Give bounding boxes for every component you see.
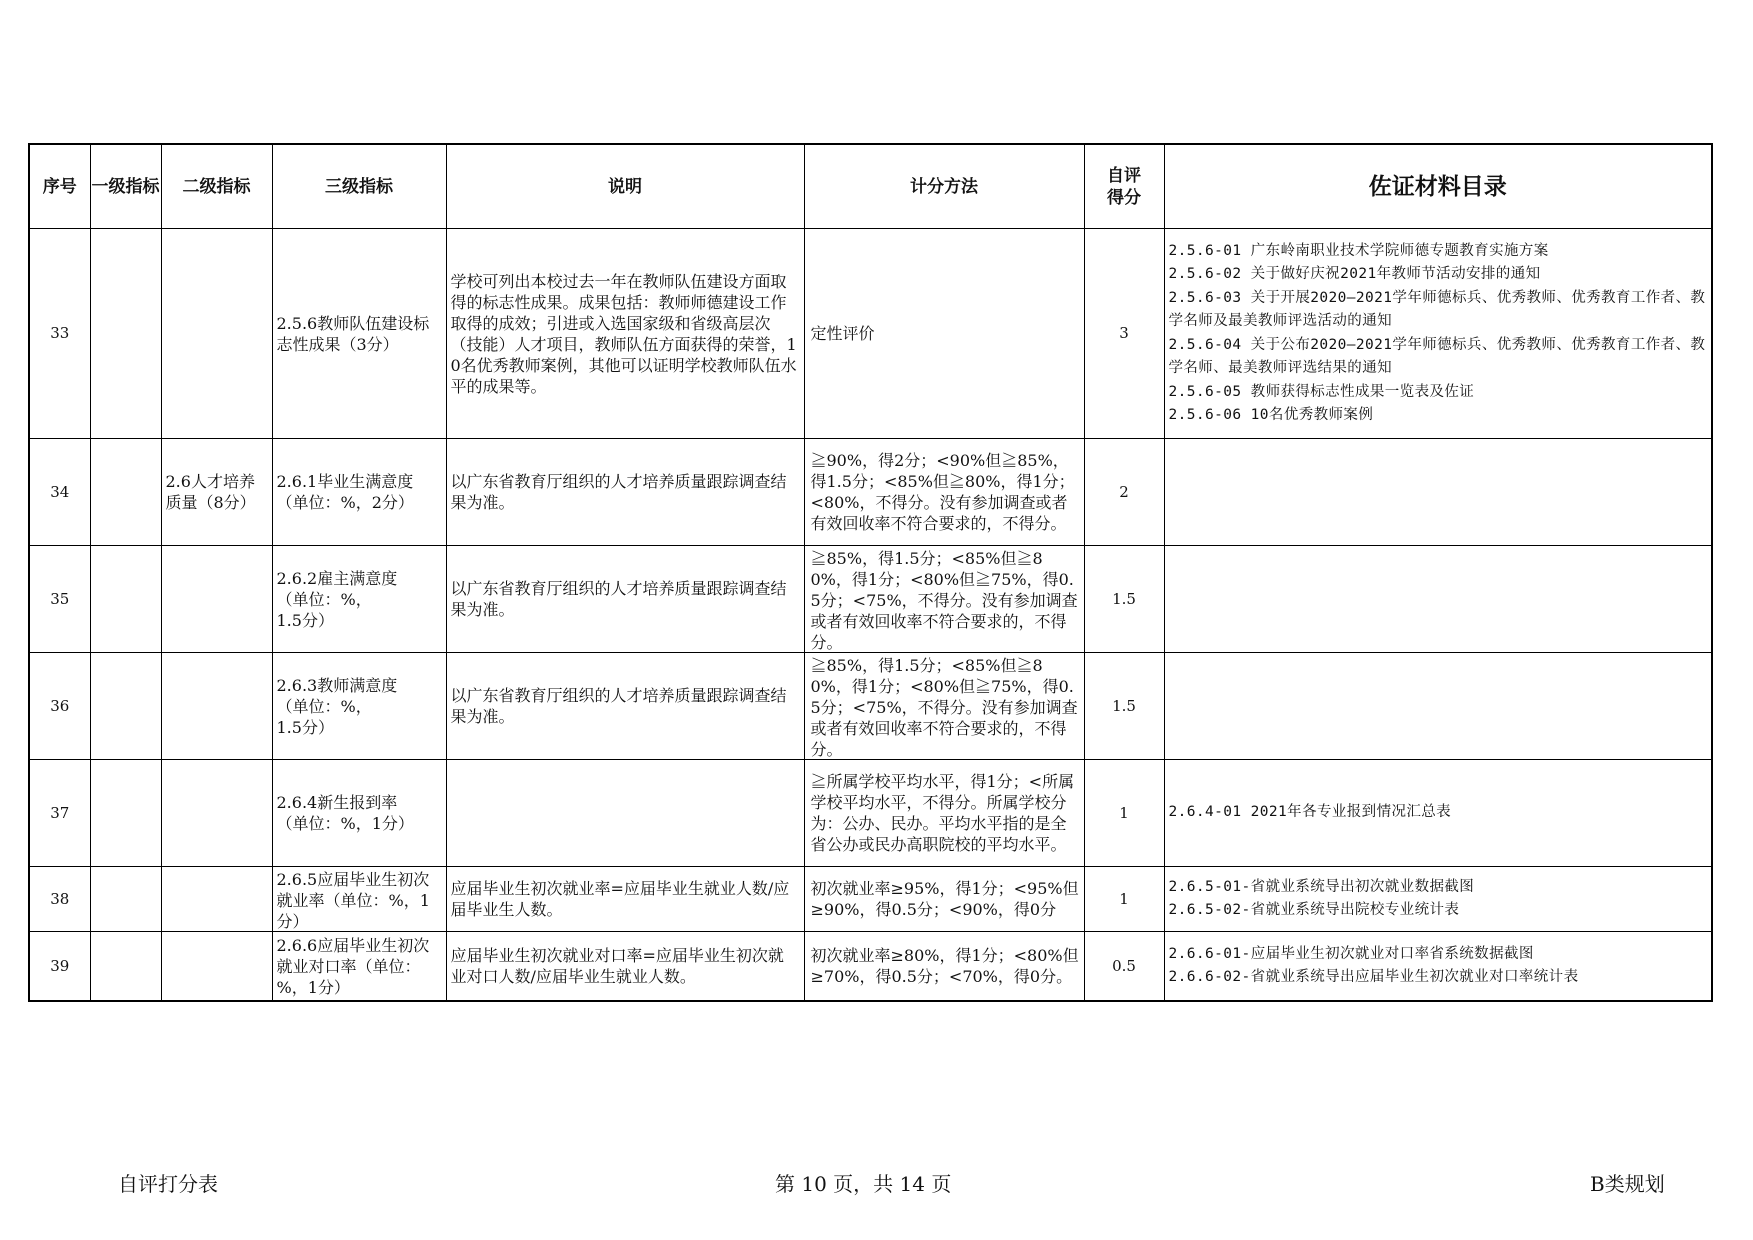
seq-cell-text: 39 — [50, 956, 70, 975]
level3-cell-text: 2.6.5应届毕业生初次就业率（单位：%，1分） — [276, 869, 430, 930]
self-score-cell — [1084, 932, 1164, 1002]
self-score-cell-text: 1 — [1119, 889, 1129, 908]
footer-page-number: 第 10 页，共 14 页 — [775, 1172, 952, 1196]
table-row — [29, 760, 1712, 867]
header-scoring: 计分方法 — [804, 144, 1084, 229]
level3-cell — [272, 653, 446, 760]
evidence-cell — [1164, 546, 1712, 653]
header-row — [29, 144, 1712, 229]
table-row — [29, 867, 1712, 932]
seq-cell — [29, 546, 90, 653]
evidence-cell — [1164, 229, 1712, 439]
scoring-cell — [804, 439, 1084, 546]
description-cell-text: 学校可列出本校过去一年在教师队伍建设方面取得的标志性成果。成果包括：教师师德建设工作取得的成效；引进或入选国家级和省级高层次（技能）人才项目，教师队伍方面获得的荣誉，10名优秀教师案例，其他可以证明学校教师队伍水平的成果等。 — [450, 271, 797, 396]
evidence-cell-text: 2.5.6-01 广东岭南职业技术学院师德专题教育实施方案 2.5.6-02 关于做好庆祝2021年教师节活动安排的通知 2.5.6-03 关于开展2020—2021学年师德标兵、优秀教师、优秀教育工作者、教学名师及最美教师评选活动的通知 2.5.6-04 关于公布2020—2021学年师德标兵、优秀教师、优秀教育工作者、教学名师、最美教师评选结果的通知 2.5.6-05 教师获得标志性成果一览表及佐证 2.5.6-06 10名优秀教师案例 — [1168, 242, 1706, 423]
level3-cell — [272, 932, 446, 1002]
self-score-cell — [1084, 760, 1164, 867]
table-row — [29, 439, 1712, 546]
level1-cell — [90, 439, 161, 546]
table-row — [29, 932, 1712, 1002]
header-seq: 序号 — [29, 144, 90, 229]
level1-cell — [90, 653, 161, 760]
self-score-cell — [1084, 653, 1164, 760]
seq-cell-text: 38 — [50, 889, 70, 908]
evidence-cell — [1164, 867, 1712, 932]
seq-cell — [29, 229, 90, 439]
self-score-cell — [1084, 439, 1164, 546]
scoring-cell-text: ≧85%，得1.5分；<85%但≧80%，得1分；<80%但≧75%，得0.5分；<75%，不得分。没有参加调查或者有效回收率不符合要求的，不得分。 — [810, 548, 1078, 651]
description-cell — [446, 229, 804, 439]
description-cell — [446, 653, 804, 760]
level2-cell — [161, 546, 272, 653]
seq-cell-text: 33 — [50, 324, 70, 342]
level1-cell — [90, 932, 161, 1002]
seq-cell — [29, 932, 90, 1002]
scoring-cell-text: ≧所属学校平均水平，得1分；<所属学校平均水平，不得分。所属学校分为：公办、民办。平均水平指的是全省公办或民办高职院校的平均水平。 — [810, 772, 1075, 854]
evidence-cell — [1164, 932, 1712, 1002]
seq-cell-text: 34 — [50, 482, 70, 501]
level2-cell — [161, 760, 272, 867]
self-score-cell — [1084, 229, 1164, 439]
scoring-cell-text: 初次就业率≥95%，得1分；<95%但≥90%，得0.5分；<90%，得0分 — [810, 879, 1079, 919]
self-score-cell-text: 1.5 — [1112, 589, 1136, 608]
evidence-cell-text: 2.6.5-01-省就业系统导出初次就业数据截图 2.6.5-02-省就业系统导出院校专业统计表 — [1168, 878, 1475, 918]
header-level2: 二级指标 — [161, 144, 272, 229]
footer-left: 自评打分表 — [118, 1172, 218, 1196]
self-score-cell-text: 3 — [1119, 324, 1129, 342]
self-score-cell-text: 1.5 — [1112, 696, 1136, 715]
level3-cell-text: 2.6.6应届毕业生初次就业对口率（单位：%，1分） — [276, 935, 430, 997]
header-description: 说明 — [446, 144, 804, 229]
description-cell-text: 应届毕业生初次就业率=应届毕业生就业人数/应届毕业生人数。 — [450, 879, 790, 919]
table-row — [29, 229, 1712, 439]
header-level3: 三级指标 — [272, 144, 446, 229]
table-row — [29, 546, 1712, 653]
seq-cell-text: 37 — [50, 803, 70, 822]
description-cell-text: 以广东省教育厅组织的人才培养质量跟踪调查结果为准。 — [450, 686, 787, 726]
self-score-cell-text: 0.5 — [1112, 956, 1136, 975]
score-table — [28, 143, 1713, 1002]
evidence-cell-text: 2.6.6-01-应届毕业生初次就业对口率省系统数据截图 2.6.6-02-省就业系统导出应届毕业生初次就业对口率统计表 — [1168, 945, 1579, 985]
level2-cell-text: 2.6人才培养质量（8分） — [165, 472, 256, 512]
evidence-cell — [1164, 653, 1712, 760]
scoring-cell-text: ≧90%，得2分；<90%但≧85%，得1.5分；<85%但≧80%，得1分；<80%，不得分。没有参加调查或者有效回收率不符合要求的，不得分。 — [810, 451, 1075, 533]
description-cell — [446, 439, 804, 546]
header-self-score: 自评 得分 — [1084, 144, 1164, 229]
seq-cell-text: 35 — [50, 589, 70, 608]
description-cell — [446, 760, 804, 867]
level2-cell — [161, 439, 272, 546]
seq-cell-text: 36 — [50, 696, 70, 715]
description-cell-text: 应届毕业生初次就业对口率=应届毕业生初次就业对口人数/应届毕业生就业人数。 — [450, 946, 784, 986]
level1-cell — [90, 867, 161, 932]
level2-cell — [161, 932, 272, 1002]
level3-cell-text: 2.5.6教师队伍建设标志性成果（3分） — [276, 313, 430, 354]
seq-cell — [29, 439, 90, 546]
scoring-cell — [804, 546, 1084, 653]
level2-cell — [161, 229, 272, 439]
evidence-cell-text: 2.6.4-01 2021年各专业报到情况汇总表 — [1168, 804, 1452, 821]
scoring-cell-text: 初次就业率≥80%，得1分；<80%但≥70%，得0.5分；<70%，得0分。 — [810, 946, 1079, 986]
level2-cell — [161, 867, 272, 932]
scoring-cell — [804, 867, 1084, 932]
scoring-cell — [804, 229, 1084, 439]
seq-cell — [29, 653, 90, 760]
description-cell — [446, 932, 804, 1002]
table-row — [29, 653, 1712, 760]
scoring-cell-text: ≧85%，得1.5分；<85%但≧80%，得1分；<80%但≧75%，得0.5分；<75%，不得分。没有参加调查或者有效回收率不符合要求的，不得分。 — [810, 655, 1078, 758]
scoring-cell — [804, 760, 1084, 867]
level1-cell — [90, 760, 161, 867]
scoring-cell-text: 定性评价 — [810, 324, 875, 343]
scoring-cell — [804, 932, 1084, 1002]
level3-cell — [272, 546, 446, 653]
level3-cell-text: 2.6.3教师满意度 （单位：%， 1.5分） — [276, 675, 398, 737]
level3-cell — [272, 439, 446, 546]
description-cell-text: 以广东省教育厅组织的人才培养质量跟踪调查结果为准。 — [450, 579, 787, 619]
level1-cell — [90, 229, 161, 439]
description-cell-text: 以广东省教育厅组织的人才培养质量跟踪调查结果为准。 — [450, 472, 787, 512]
scoring-cell — [804, 653, 1084, 760]
seq-cell — [29, 760, 90, 867]
description-cell — [446, 867, 804, 932]
header-level1: 一级指标 — [90, 144, 161, 229]
evidence-cell — [1164, 760, 1712, 867]
level3-cell-text: 2.6.2雇主满意度 （单位：%， 1.5分） — [276, 568, 398, 630]
self-score-cell — [1084, 546, 1164, 653]
level3-cell-text: 2.6.4新生报到率 （单位：%，1分） — [276, 793, 414, 833]
self-score-cell-text: 2 — [1119, 482, 1129, 501]
level1-cell — [90, 546, 161, 653]
self-score-cell — [1084, 867, 1164, 932]
self-score-cell-text: 1 — [1119, 803, 1129, 822]
evidence-cell — [1164, 439, 1712, 546]
level3-cell — [272, 760, 446, 867]
level3-cell — [272, 229, 446, 439]
header-evidence: 佐证材料目录 — [1164, 144, 1712, 229]
level3-cell — [272, 867, 446, 932]
description-cell — [446, 546, 804, 653]
level3-cell-text: 2.6.1毕业生满意度（单位：%，2分） — [276, 472, 414, 512]
level2-cell — [161, 653, 272, 760]
footer-right: B类规划 — [1590, 1172, 1665, 1196]
seq-cell — [29, 867, 90, 932]
